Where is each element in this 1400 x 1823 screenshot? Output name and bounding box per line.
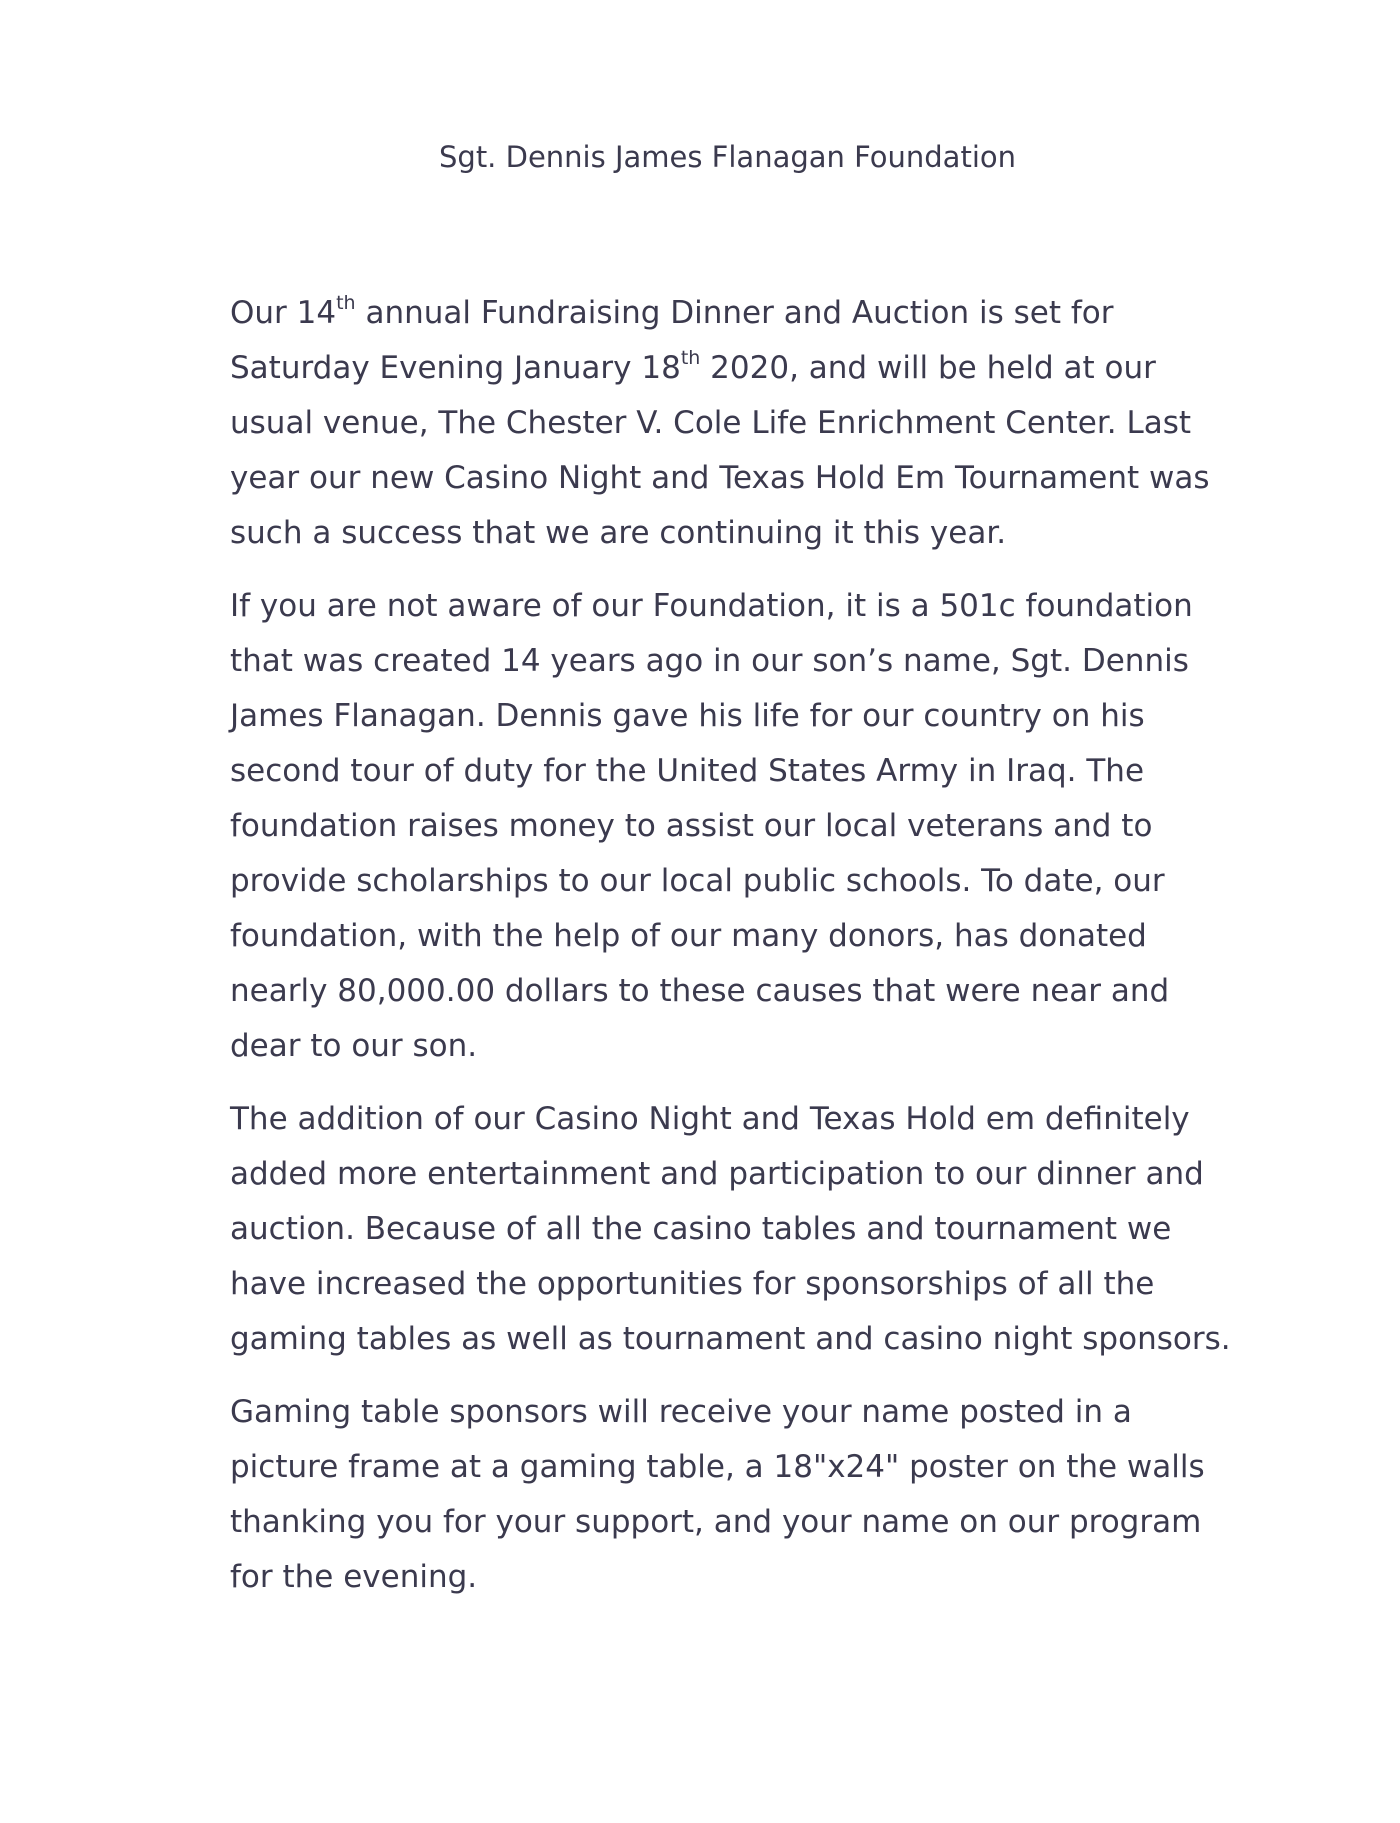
paragraph-line bbox=[230, 396, 1350, 451]
text-run: provide scholarships to our local public schools. To date, our bbox=[230, 863, 1165, 899]
paragraph-line bbox=[230, 506, 1350, 561]
paragraph-2 bbox=[230, 579, 1350, 1074]
paragraph-line bbox=[230, 1019, 1350, 1074]
paragraph-line bbox=[230, 1440, 1350, 1495]
text-run: thanking you for your support, and your name on our program bbox=[230, 1504, 1202, 1540]
paragraph-line bbox=[230, 1257, 1350, 1312]
paragraph-line bbox=[230, 579, 1350, 634]
paragraph-line bbox=[230, 689, 1350, 744]
text-run: auction. Because of all the casino tables and tournament we bbox=[230, 1211, 1172, 1247]
paragraph-line bbox=[230, 1312, 1350, 1367]
paragraph-line bbox=[230, 854, 1350, 909]
paragraph-1 bbox=[230, 286, 1350, 561]
paragraph-line bbox=[230, 286, 1350, 341]
paragraph-line bbox=[230, 1147, 1350, 1202]
paragraph-line bbox=[230, 451, 1350, 506]
text-run: foundation, with the help of our many donors, has donated bbox=[230, 918, 1147, 954]
paragraph-line bbox=[230, 1202, 1350, 1257]
paragraph-line bbox=[230, 634, 1350, 689]
text-run: nearly 80,000.00 dollars to these causes that were near and bbox=[230, 973, 1170, 1009]
text-run: 2020, and will be held at our bbox=[700, 350, 1156, 386]
paragraph-line bbox=[230, 1495, 1350, 1550]
paragraph-line bbox=[230, 1385, 1350, 1440]
text-run: picture frame at a gaming table, a 18"x24" poster on the walls bbox=[230, 1449, 1205, 1485]
paragraph-4 bbox=[230, 1385, 1350, 1605]
text-run: that was created 14 years ago in our son’s name, Sgt. Dennis bbox=[230, 643, 1189, 679]
paragraph-line bbox=[230, 341, 1350, 396]
text-run: gaming tables as well as tournament and casino night sponsors. bbox=[230, 1321, 1231, 1357]
text-run: annual Fundraising Dinner and Auction is set for bbox=[355, 295, 1114, 331]
text-run: Gaming table sponsors will receive your name posted in a bbox=[230, 1394, 1132, 1430]
text-run: The addition of our Casino Night and Texas Hold em definitely bbox=[230, 1101, 1190, 1137]
text-run: foundation raises money to assist our local veterans and to bbox=[230, 808, 1153, 844]
superscript: th bbox=[336, 292, 356, 314]
paragraph-line bbox=[230, 1550, 1350, 1605]
text-run: dear to our son. bbox=[230, 1028, 478, 1064]
text-run: If you are not aware of our Foundation, it is a 501c foundation bbox=[230, 588, 1193, 624]
text-run: have increased the opportunities for sponsorships of all the bbox=[230, 1266, 1155, 1302]
text-run: James Flanagan. Dennis gave his life for our country on his bbox=[230, 698, 1145, 734]
text-run: Saturday Evening January 18 bbox=[230, 350, 681, 386]
text-run: Our 14 bbox=[230, 295, 337, 331]
document-body bbox=[230, 286, 1350, 1623]
paragraph-line bbox=[230, 799, 1350, 854]
paragraph-line bbox=[230, 744, 1350, 799]
text-run: year our new Casino Night and Texas Hold Em Tournament was bbox=[230, 460, 1210, 496]
text-run: added more entertainment and participation to our dinner and bbox=[230, 1156, 1204, 1192]
paragraph-line bbox=[230, 909, 1350, 964]
superscript: th bbox=[680, 347, 701, 369]
text-run: second tour of duty for the United States Army in Iraq. The bbox=[230, 753, 1145, 789]
paragraph-3 bbox=[230, 1092, 1350, 1367]
text-run: such a success that we are continuing it this year. bbox=[230, 515, 1007, 551]
paragraph-line bbox=[230, 1092, 1350, 1147]
text-run: for the evening. bbox=[230, 1559, 478, 1595]
document-title: Sgt. Dennis James Flanagan Foundation bbox=[439, 140, 1016, 174]
text-run: usual venue, The Chester V. Cole Life Enrichment Center. Last bbox=[230, 405, 1192, 441]
paragraph-line bbox=[230, 964, 1350, 1019]
